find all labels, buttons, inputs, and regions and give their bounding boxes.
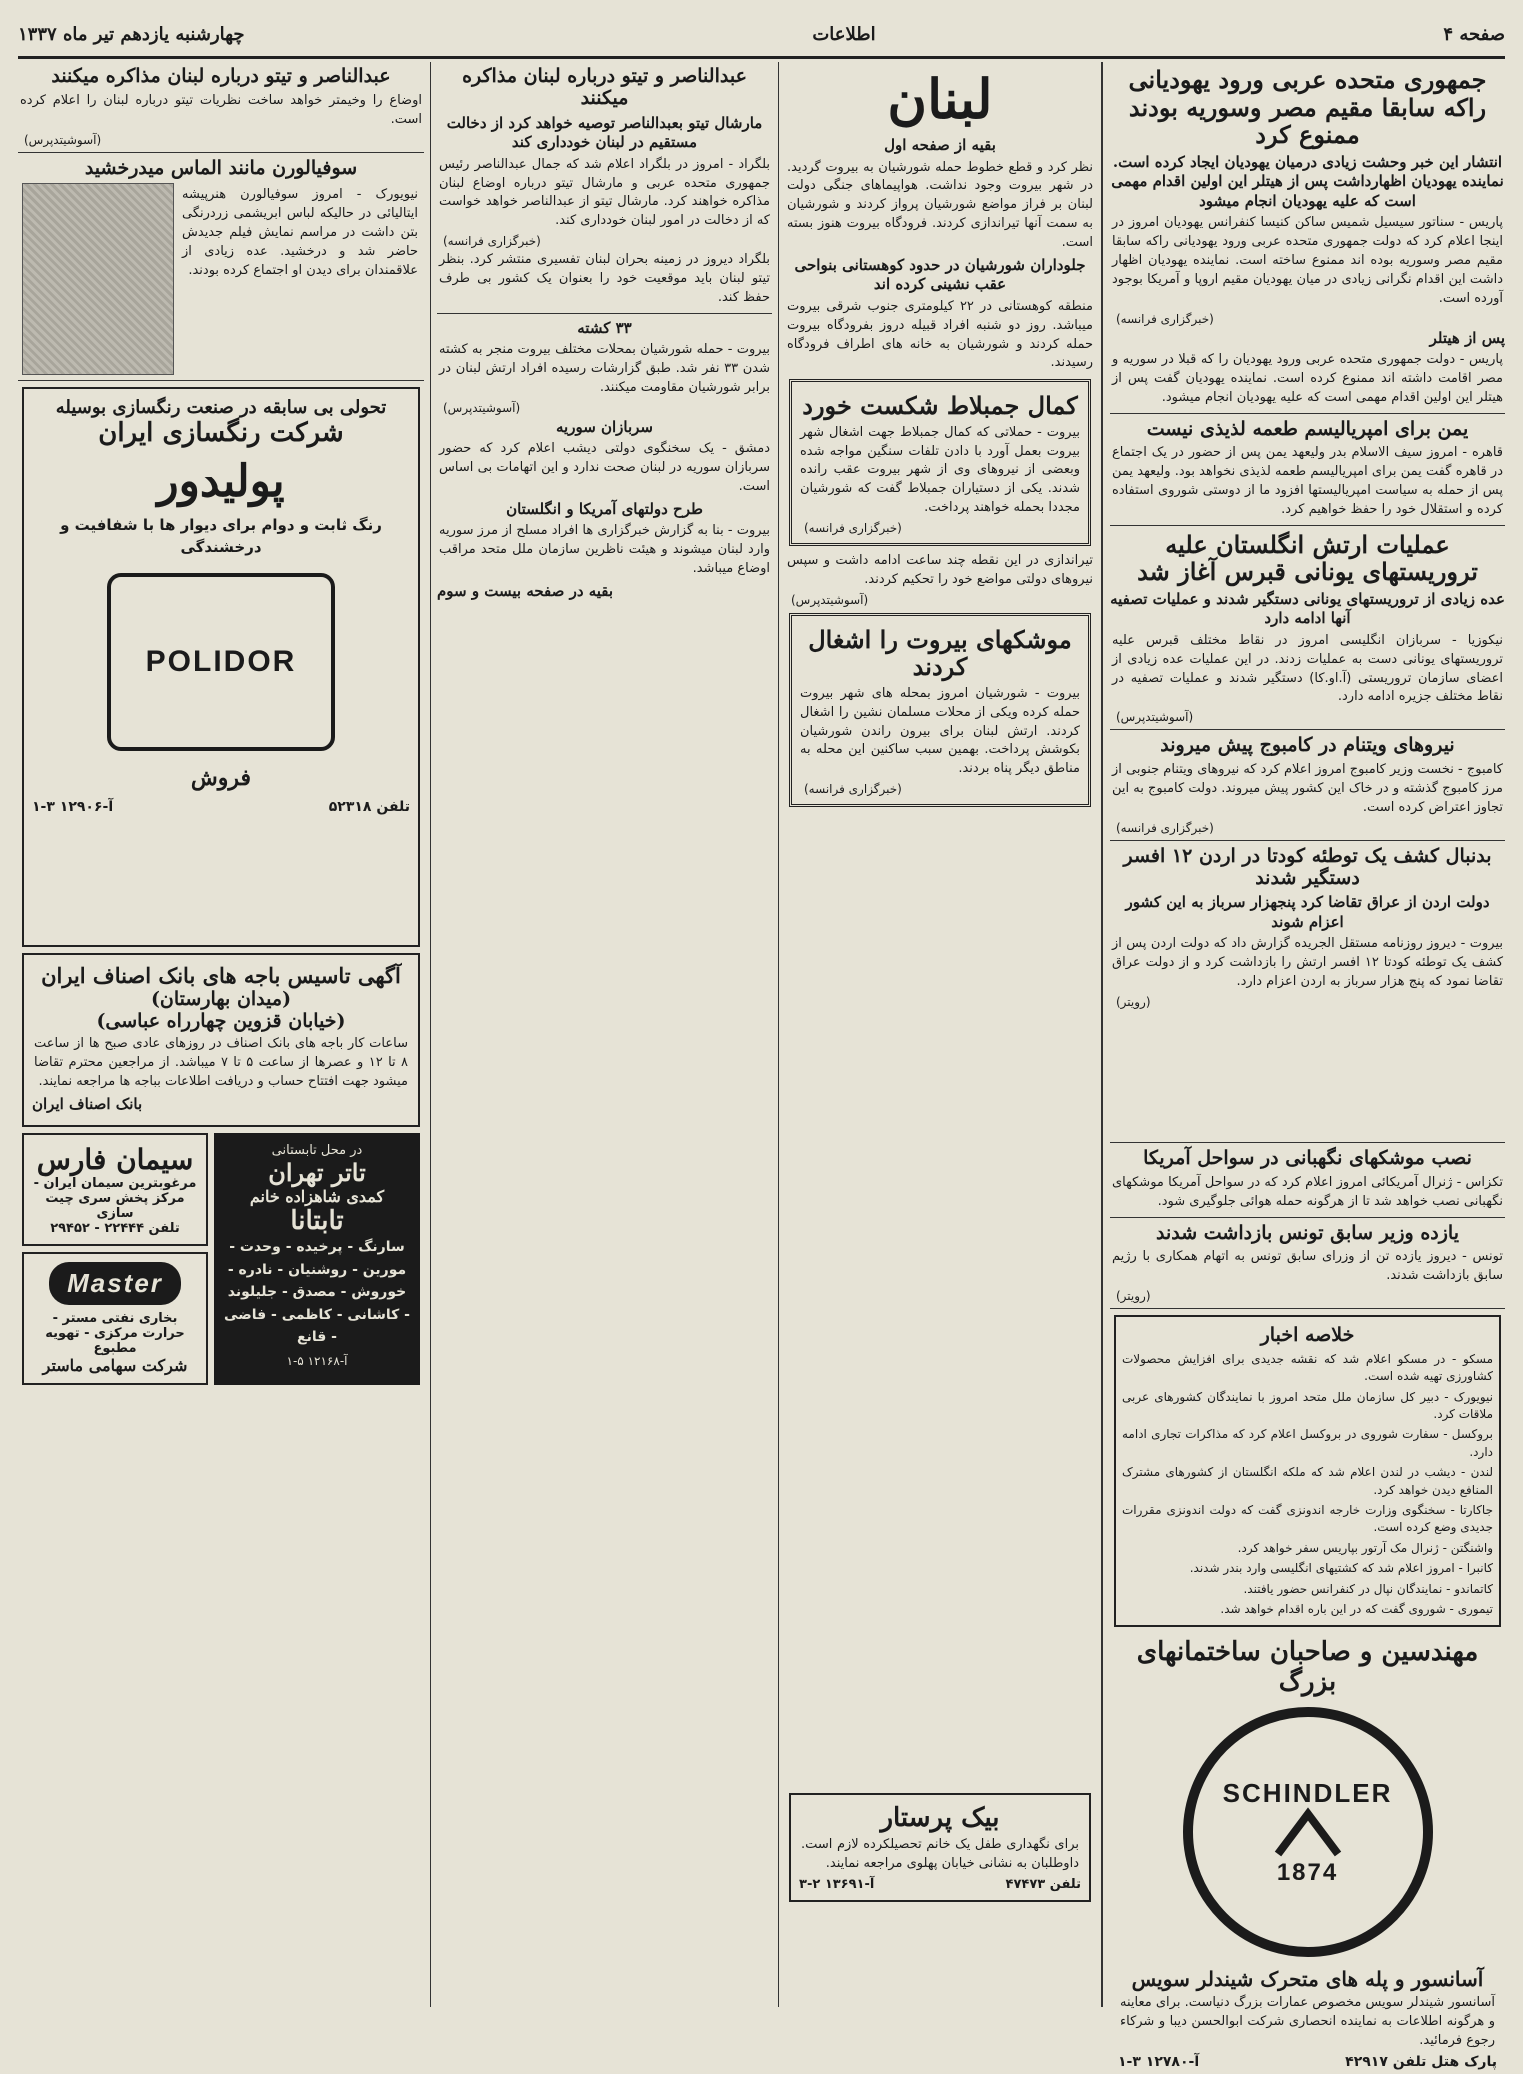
theatre-cast: سارنگ - پرخیده - وحدت - مورین - روشنیان - نادره - خوروش - مصدق - جلیلوند - کاشانی - کاظمی - فاضی - قانع [224, 1239, 410, 1345]
headline-vietnam: نیروهای ویتنام در کامبوج پیش میروند [1160, 734, 1455, 757]
subhead-nasser: مارشال تیتو بعبدالناصر توصیه خواهد کرد از دخالت مستقیم در لبنان خودداری کند [446, 113, 763, 152]
un-title: طرح دولتهای آمریکا و انگلستان [506, 499, 703, 518]
article-yemen: قاهره - امروز سیف الاسلام بدر ولیعهد یمن پس از حضور در یک اجتماع در قاهره گفت یمن برای امپریالیسم طعمه لذیذی نخواهد بود. ولیعهد یمن پس از حمله به سیاست امپریالیستها افزود ما از دوستی شوروی استفاده کرده و استقلال خود را حفظ خواهیم کرد. [1112, 445, 1503, 517]
continued-note: بقیه در صفحه بیست و سوم [437, 581, 614, 600]
source: (خبرگزاری فرانسه) [1116, 311, 1214, 326]
summary-item: کانبرا - امروز اعلام شد که کشتیهای انگلیسی وارد بندر شدند. [1189, 1561, 1493, 1576]
master-brand: Master [49, 1262, 181, 1305]
article-missiles: تکزاس - ژنرال آمریکائی امروز اعلام کرد که در سواحل آمریکا موشکهای نگهبانی نصب خواهد شد تا از هرگونه حمله هوائی جلوگیری شود. [1112, 1174, 1503, 1209]
summary-item: واشنگتن - ژنرال مک آرتور بپاریس سفر خواهد کرد. [1237, 1540, 1493, 1555]
article-tarabolos: منطقه کوهستانی در ۲۲ کیلومتری جنوب شرقی بیروت میباشد. روز دو شنبه افراد قبیله دروز بفرودگاه بیروت حمله کردند و شورشیان به خانه های اطراف فرودگاه رسیدند. [787, 298, 1093, 371]
subhead-uar-jews: انتشار این خبر وحشت زیادی درمیان یهودیان ایجاد کرده است. نماینده یهودیان اظهارداشت پس از هیتلر این اولین اقدام مهمی است که علیه یهودیان انجام میشود [1111, 152, 1504, 210]
subhead-jordan: دولت اردن از عراق تقاضا کرد پنجهزار سرباز به این کشور اعزام شوند [1125, 893, 1490, 931]
summary-item: مسکو - در مسکو اعلام شد که نقشه جدیدی برای افزایش محصولات کشاورزی تهیه شده است. [1122, 1351, 1493, 1384]
schindler-mark-icon [1273, 1809, 1343, 1859]
masthead [18, 12, 1505, 59]
theatre-ad [214, 1133, 420, 1385]
lebanon-title: لبنان [887, 67, 993, 131]
polidor-ad [22, 387, 420, 947]
item2-title: پس از هیتلر [1429, 328, 1505, 347]
schindler-brand: SCHINDLER [1222, 1777, 1393, 1808]
issue-date: چهارشنبه یازدهم تیر ماه ۱۳۳۷ [18, 23, 245, 45]
summary-item: نیویورک - دبیر کل سازمان ملل متحد امروز با نمایندگان کشورهای عربی ملاقات کرد. [1122, 1389, 1493, 1422]
theatre-name: تابتانا [290, 1206, 344, 1237]
tarabolos-title: جلوداران شورشیان در حدود کوهستانی بنواحی عقب نشینی کرده اند [794, 255, 1086, 294]
article-mortar: بیروت - شورشیان امروز بمحله های شهر بیروت حمله کرده ویکی از محلات مسلمان نشین را اشغال کردند. ارتش لبنان برای بیرون راندن شورشیان بکوشش پرداخت. بهمین سبب ساکنین این محله به مناطق دیگر پناه بردند. [800, 685, 1080, 777]
source: (آسوشیتدپرس) [443, 400, 521, 415]
mortar-box [789, 613, 1091, 807]
source: (خبرگزاری فرانسه) [804, 782, 902, 797]
item2-body: پاریس - دولت جمهوری متحده عربی ورود یهودیان را که قبلا در سوریه و مصر اقامت داشته اند ممنوع کرده است. نماینده یهودیان گفت پس از هیتلر این اولین اقدام مهمی است که علیه یهودیان انجام میشود. [1112, 352, 1503, 405]
page-number: صفحه ۴ [1443, 23, 1505, 45]
schindler-tagline: آسانسور و پله های متحرک شیندلر سویس [1131, 1967, 1484, 1992]
article-vietnam: کامبوج - نخست وزیر کامبوج امروز اعلام کرد که نیروهای ویتنام جنوبی از مرز کامبوج گذشته و در خاک این کشور پیش میروند. دولت کامبوج به این تجاوز اعتراض کرده است. [1112, 762, 1503, 815]
bank-body: ساعات کار باجه های بانک اصناف در روزهای عادی صبح ها از ساعت ۸ تا ۱۲ و عصرها از ساعت ۵ تا ۷ میباشد. از مراجعین محترم تقاضا میشود جهت افتتاح حساب و دریافت اطلاعات بباجه ها مراجعه نمایند. [34, 1036, 409, 1090]
article-tunis: تونس - دیروز یازده تن از وزرای سابق تونس به اتهام همکاری با رژیم سابق بازداشت شدند. [1112, 1249, 1503, 1284]
headline-nasser-tito: عبدالناصر و تیتو درباره لبنان مذاکره میکنند [51, 65, 391, 87]
casualties-title: ۳۳ کشته [577, 318, 632, 337]
ad-code: آ-۱۲۷۸۰ ۳-۱ [1118, 2053, 1200, 2070]
source: (آسوشیتدپرس) [791, 592, 869, 607]
master-company: شرکت سهامی ماستر [42, 1356, 188, 1376]
paper-name: اطلاعات [812, 23, 876, 45]
summary-title: خلاصه اخبار [1260, 1324, 1355, 1347]
source: (آسوشیتدپرس) [1116, 710, 1194, 725]
ad-code: آ-۱۳۶۹۱ ۲-۳ [799, 1876, 875, 1892]
headline-uar-jews: جمهوری متحده عربی ورود یهودیانی راکه سابقا مقیم مصر وسوریه بودند ممنوع کرد [1128, 65, 1487, 150]
headline-yemen: یمن برای امپریالیسم طعمه لذیذی نیست [1146, 417, 1469, 440]
headline-sophia: سوفیالورن مانند الماس میدرخشید [84, 156, 358, 179]
summary-box [1114, 1315, 1501, 1627]
article-sophia: نیویورک - امروز سوفیالورن هنرپیشه ایتالیائی در حالیکه لباس ابریشمی زردرنگی بتن داشت در مراسم نمایش فیلم جدیدش حاضر شد و درخشید. عده زیادی از علاقمندان برای دیدن او اجتماع کرده بودند. [182, 187, 418, 278]
summary-item: بروکسل - سفارت شوروی در بروکسل اعلام کرد که مذاکرات تجاری ادامه دارد. [1122, 1427, 1493, 1459]
nurse-ad [785, 1787, 1095, 2007]
source: (خبرگزاری فرانسه) [443, 234, 541, 249]
bank-ad [22, 953, 420, 1127]
polidor-company: شرکت رنگسازی ایران [98, 418, 344, 449]
schindler-ad [1114, 1633, 1501, 2074]
article-jumblat: بیروت - حملاتی که کمال جمبلاط جهت اشغال شهر بیروت بعمل آورد با دادن تلفات سنگین مواجه شده وبعضی از نیروهای وی از شهر بیروت عقب رانده شدند. یکی از دستیاران جمبلاط گفت که شورشیان مجددا بحمله خواهند پرداخت. [800, 424, 1080, 516]
article-cyprus: نیکوزیا - سربازان انگلیسی امروز در نقاط مختلف قبرس علیه تروریستهای یونانی دست به عملیات زدند. در این عملیات عده زیادی از اعضای سازمان تروریستی (آ.او.کا) دستگیر شدند و عملیات تصفیه در نقاط مختلف جزیره ادامه دارد. [1112, 632, 1503, 705]
article-lebanon-2: بلگراد دیروز در زمینه بحران لبنان تفسیری منتشر کرد. بنظر تیتو لبنان باید موقعیت خود را بعنوان یک کشور بی طرف حفظ کند. [439, 252, 770, 305]
headline-missiles: نصب موشکهای نگهبانی در سواحل آمریکا [1143, 1147, 1472, 1169]
headline-cyprus: عملیات ارتش انگلستان علیه تروریستهای یونانی قبرس آغاز شد [1137, 529, 1478, 587]
column-1-lower [1110, 1137, 1505, 2070]
polidor-copy: رنگ ثابت و دوام برای دیوار ها با شفافیت و درخشندگی [60, 516, 382, 557]
master-body: بخاری نفتی مستر - حرارت مرکزی - تهویه مطبوع [45, 1311, 185, 1357]
summary-item: لندن - دیشب در لندن اعلام شد که ملکه انگلستان از کشورهای مشترک المنافع دیدن خواهد کرد. [1122, 1465, 1493, 1497]
ad-code: آ-۱۲۱۶۸ ۵-۱ [286, 1354, 348, 1369]
source: (رویتر) [1116, 1289, 1151, 1304]
jumblat-box [789, 379, 1091, 546]
headline-jordan: بدنبال کشف یک توطئه کودتا در اردن ۱۲ افسر دستگیر شدند [1123, 844, 1492, 889]
master-ad [22, 1252, 208, 1385]
summary-item: تیموری - شوروی گفت که در این باره اقدام خواهد شد. [1220, 1601, 1493, 1616]
schindler-year: 1874 [1276, 1858, 1339, 1886]
sophia-photo [22, 183, 174, 375]
bank-sub: (میدان بهارستان) [150, 988, 292, 1011]
headline-jumblat: کمال جمبلاط شکست خورد [802, 391, 1078, 421]
column-4 [18, 62, 424, 2007]
ad-code: آ-۱۲۹۰۶ ۳-۱ [32, 798, 114, 815]
source: (رویتر) [1116, 994, 1151, 1009]
theatre-play: کمدی شاهزاده خانم [249, 1187, 385, 1207]
article-casualties: بیروت - حمله شورشیان بمحلات مختلف بیروت منجر به کشته شدن ۳۳ نفر شد. طبق گزارشات رسیده افراد ارتش لبنان در برابر شورشیان مقاومت میکنند. [439, 342, 770, 395]
schindler-logo [1183, 1707, 1433, 1957]
polidor-top: تحولی بی سابقه در صنعت رنگسازی بوسیله [55, 397, 387, 419]
subhead-cyprus: عده زیادی از تروریستهای یونانی دستگیر شدند و عملیات تصفیه آنها ادامه دارد [1110, 589, 1505, 628]
cement-title: سیمان فارس [36, 1143, 194, 1177]
nurse-ad-body: برای نگهداری طفل یک خانم تحصیلکرده لازم است. داوطلبان به نشانی خیابان پهلوی مراجعه نمایند. [801, 1837, 1079, 1871]
polidor-latin: POLIDOR [145, 644, 297, 678]
nurse-ad-phone: تلفن ۴۷۴۷۳ [1005, 1876, 1081, 1892]
schindler-contact: پارک هتل تلفن ۴۲۹۱۷ [1345, 2053, 1497, 2070]
article-lebanon: نظر کرد و قطع خطوط حمله شورشیان به بیروت گردید. در شهر بیروت وجود نداشت. هواپیماهای جنگی دولت لبنان بر فراز مواضع شورشیان پرواز کردند و شورشیان به سمت آنها تیراندازی کردند. فرودگاه بیروت هنوز بسته است. [787, 159, 1093, 250]
article-syria: دمشق - یک سخنگوی دولتی دیشب اعلام کرد که حضور سربازان سوریه در لبنان صحت ندارد و این اتهامات بی اساس است. [439, 441, 770, 494]
article-beirut: تیراندازی در این نقطه چند ساعت ادامه داشت و سپس نیروهای دولتی مواضع خود را تحکیم کردند. [787, 553, 1093, 587]
article-nasser: بلگراد - امروز در بلگراد اعلام شد که جمال عبدالناصر رئیس جمهوری متحده عربی و مارشال تیتو درباره اوضاع لبنان مذاکره خواهند کرد. مارشال تیتو از عبدالناصر خواهد خواست که از دخالت در امور لبنان خودداری کند. [439, 156, 770, 229]
article-jordan: بیروت - دیروز روزنامه مستقل الجریده گزارش داد که دولت اردن پس از کشف یک توطئه کودتا ۱۲ افسر ارتش را بازداشت کرد و از دولت عراق تقاضا نمود که پنج هزار سرباز به اردن اعزام دارد. [1112, 936, 1504, 990]
column-3 [437, 62, 772, 2007]
summary-item: کاتماندو - نمایندگان نپال در کنفرانس حضور یافتند. [1243, 1581, 1493, 1596]
polidor-phone: تلفن ۵۲۳۱۸ [328, 798, 410, 815]
bank-title: آگهی تاسیس باجه های بانک اصناف ایران [41, 963, 401, 989]
cement-ad [22, 1133, 208, 1246]
schindler-headline: مهندسین و صاحبان ساختمانهای بزرگ [1136, 1637, 1479, 1698]
polidor-brand: پولیدور [157, 456, 285, 508]
summary-item: جاکارتا - سخنگوی وزارت خارجه اندونزی گفت که دولت اندونزی مقررات جدیدی وضع کرده است. [1122, 1503, 1493, 1535]
headline-mortar: موشکهای بیروت را اشغال کردند [808, 624, 1072, 682]
schindler-body: آسانسور شیندلر سویس مخصوص عمارات بزرگ دنیاست. برای معاینه و هرگونه اطلاعات به نماینده انحصاری شرکت ابوالحسن دیبا و شرکاء رجوع فرمائید. [1120, 1995, 1495, 2049]
article-nasser-tito: اوضاع را وخیمتر خواهد ساخت نظریات تیتو درباره لبنان را اعلام کرده است. [20, 92, 422, 127]
theatre-top: در محل تابستانی [271, 1143, 363, 1159]
article-uar-jews: پاریس - سناتور سیسیل شمیس ساکن کنیسا کنفرانس یهودیان امروز در اینجا اعلام کرد که دولت جمهوری متحده عربی ورود یهودیانی راکه سابقا مقیم مصر وسوریه بوده اند ممنوع ساخته است. نماینده یهودیان اظهار داشت این اقدام نگرانی زیادی در میان یهودیان مقیم اروپا و آمریکا بوجود آورده است. [1112, 215, 1503, 306]
source: (خبرگزاری فرانسه) [804, 521, 902, 535]
nurse-ad-title: بیک پرستار [880, 1803, 1000, 1833]
paint-can-icon [107, 573, 335, 751]
newspaper-page [18, 12, 1505, 2070]
source: (خبرگزاری فرانسه) [1116, 820, 1214, 835]
bank-sign: بانک اصناف ایران [32, 1094, 143, 1113]
headline-nasser: عبدالناصر و تیتو درباره لبنان مذاکره میکنند [462, 65, 747, 109]
source: (آسوشیتدپرس) [24, 132, 102, 147]
theatre-title: تاتر تهران [268, 1158, 366, 1188]
article-un: بیروت - بنا به گزارش خبرگزاری ها افراد مسلح از مرز سوریه وارد لبنان میشوند و هیئت ناظرین سازمان ملل متحد مراقب اوضاع میباشد. [439, 523, 770, 576]
bank-sub2: (خیابان قزوین چهارراه عباسی) [96, 1010, 346, 1033]
headline-tunis: یازده وزیر سابق تونس بازداشت شدند [1155, 1221, 1460, 1244]
lebanon-continued: بقیه از صفحه اول [884, 136, 996, 155]
polidor-agent: فروش [190, 764, 252, 791]
cement-body: مرغوبترین سیمان ایران - مرکز پخش سری چیت سازی [33, 1176, 197, 1222]
column-2 [785, 62, 1095, 2007]
cement-phone: تلفن ۲۲۴۴۴ - ۲۹۴۵۲ [50, 1221, 180, 1237]
syria-title: سربازان سوریه [555, 417, 654, 436]
